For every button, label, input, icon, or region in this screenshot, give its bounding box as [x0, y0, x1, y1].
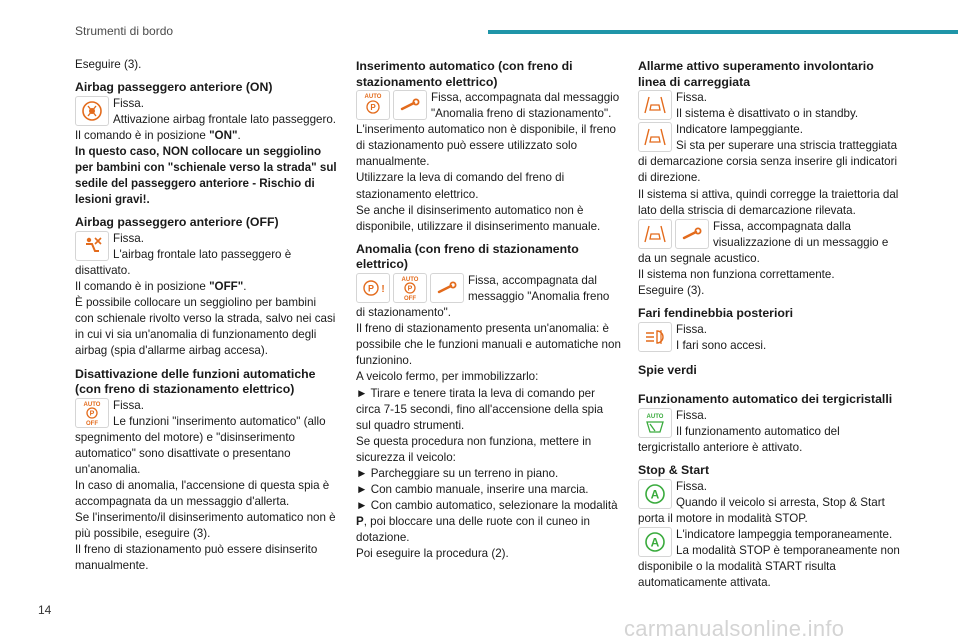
header-accent-bar [488, 30, 958, 34]
text: Il sistema si attiva, quindi corregge la traiettoria dal lato della striscia di demarcazione rilevata. [638, 187, 899, 217]
stop-start-icon [638, 527, 672, 557]
parking-auto-icon [356, 90, 390, 120]
icon-group [638, 408, 672, 438]
text-bold: P [356, 515, 364, 529]
warning-text: In questo caso, NON collocare un seggiolino per bambini con "schienale verso la strada" sul sedile del passeggero anteriore - Rischio di lesioni gravi!. [75, 144, 337, 207]
wrench-icon [393, 90, 427, 120]
icon-group [356, 90, 427, 120]
text: Il sistema è disattivato o in standby. [676, 107, 859, 121]
column-3 [638, 57, 900, 591]
text: Il sistema non funziona correttamente. [638, 268, 835, 282]
icon-label: AUTO [83, 401, 101, 408]
text: Fissa. [113, 398, 144, 412]
text [75, 279, 337, 295]
section-title-airbag-off: Airbag passeggero anteriore (OFF) [75, 215, 279, 230]
section-title-auto-functions: Disattivazione delle funzioni automatiche (con freno di stazionamento elettrico) [75, 366, 316, 396]
text: Fissa. [676, 408, 707, 422]
text: , poi bloccare una delle ruote con il cuneo in dotazione. [356, 515, 590, 545]
icon-label: AUTO [401, 276, 419, 283]
text: Le funzioni "inserimento automatico" (allo spegnimento del motore) e "disinserimento automatico" sono disattivate o presentano un'anomalia. [75, 414, 326, 476]
icon-group [638, 122, 672, 152]
text: Fissa, accompagnata dal messaggio "Anomalia freno di stazionamento". [431, 91, 620, 121]
text: Quando il veicolo si arresta, Stop & Start porta il motore in modalità STOP. [638, 495, 885, 525]
airbag-off-icon [75, 231, 109, 261]
parking-brake-fault-icon [356, 273, 390, 303]
text: L'airbag frontale lato passeggero è disattivato. [75, 247, 292, 277]
section-title-rear-fog: Fari fendinebbia posteriori [638, 306, 794, 321]
lane-departure-icon [638, 90, 672, 120]
watermark: carmanualsonline.info [624, 616, 845, 641]
section-title-airbag-on: Airbag passeggero anteriore (ON) [75, 80, 273, 95]
icon-group [356, 273, 464, 303]
text-bold: "OFF" [209, 280, 244, 294]
stop-start-icon [638, 479, 672, 509]
section-title-anomaly: Anomalia (con freno di stazionamento elettrico) [356, 241, 579, 272]
text: Se questa procedura non funziona, mettere in sicurezza il veicolo: [356, 434, 592, 464]
text: Fissa, accompagnata dalla visualizzazione di un messaggio e da un segnale acustico. [638, 219, 889, 265]
lane-departure-icon [638, 122, 672, 152]
text: Fissa. [113, 96, 144, 110]
text: . [237, 128, 241, 142]
svg-text:P: P [370, 103, 376, 112]
svg-text:!: ! [381, 283, 385, 295]
icon-label: OFF [404, 295, 416, 301]
text: L'indicatore lampeggia temporaneamente. [676, 527, 893, 541]
section-title-auto-engage: Inserimento automatico (con freno di stazionamento elettrico) [356, 59, 573, 89]
text: Se anche il disinserimento automatico non è disponibile, utilizzare il disinserimento manuale. [356, 203, 601, 233]
text: È possibile collocare un seggiolino per bambini con schienale rivolto verso la strada, salvo nei casi in cui vi sia un'anomalia di funzionamento degli airbag (spia d'allarme airbag accesa). [75, 296, 336, 358]
text: ► Con cambio automatico, selezionare la modalità [356, 499, 618, 513]
rear-fog-light-icon [638, 322, 672, 352]
text: In caso di anomalia, l'accensione di questa spia è accompagnata da un messaggio d'allerta. [75, 478, 330, 509]
bullet-item: ► Con cambio manuale, inserire una marcia. [356, 483, 589, 497]
svg-text:P: P [367, 283, 375, 294]
icon-group [638, 527, 672, 557]
intro-text: Eseguire (3). [75, 58, 142, 71]
icon-group [75, 231, 109, 261]
icon-label: AUTO [364, 94, 382, 100]
wrench-icon [675, 219, 709, 249]
text [75, 128, 337, 144]
text: Fissa. [676, 91, 707, 104]
airbag-on-icon [75, 96, 109, 126]
icon-group [638, 219, 709, 249]
icon-group [638, 479, 672, 509]
text: A veicolo fermo, per immobilizzarlo: [356, 370, 539, 384]
bullet-item: ► Tirare e tenere tirata la leva di comando per circa 7-15 secondi, fino all'accensione della spia sul quadro strumenti. [356, 386, 604, 432]
text: L'inserimento automatico non è disponibile, il freno di stazionamento può essere utilizzato solo manualmente. [356, 123, 617, 169]
text: Se l'inserimento/il disinserimento automatico non è più possibile, eseguire (3). [75, 511, 336, 541]
parking-auto-off-icon [393, 273, 427, 303]
icon-group [638, 90, 672, 120]
icon-group [638, 322, 672, 352]
bullet-item [356, 498, 621, 546]
text: Il comando è in posizione [75, 128, 210, 142]
text: Attivazione airbag frontale lato passeggero. [113, 112, 336, 126]
text: Il freno di stazionamento può essere disinserito manualmente. [75, 543, 318, 573]
icon-group [75, 96, 109, 126]
svg-text:A: A [650, 487, 660, 502]
text: I fari sono accesi. [676, 338, 767, 352]
header-title: Strumenti di bordo [75, 24, 174, 38]
section-title-auto-wipers: Funzionamento automatico dei tergicristalli [638, 392, 893, 407]
svg-text:P: P [407, 285, 413, 293]
column-1 [75, 57, 337, 575]
text: . [243, 280, 247, 294]
text: Il funzionamento automatico del tergicristallo anteriore è attivato. [638, 425, 840, 455]
parking-auto-off-icon [75, 398, 109, 428]
spacer [638, 378, 900, 385]
wrench-icon [430, 273, 464, 303]
text: Fissa. [676, 479, 707, 493]
text-bold: "ON" [209, 128, 238, 142]
text: Eseguire (3). [638, 284, 705, 298]
icon-group [75, 398, 109, 428]
text: Fissa. [676, 322, 707, 336]
text: Poi eseguire la procedura (2). [356, 547, 509, 561]
text: Fissa. [113, 231, 144, 245]
text: Indicatore lampeggiante. [676, 123, 803, 137]
auto-wiper-icon [638, 408, 672, 438]
text: Il comando è in posizione [75, 280, 210, 294]
section-title-stop-start: Stop & Start [638, 463, 710, 478]
icon-label: OFF [86, 420, 98, 426]
lane-departure-icon [638, 219, 672, 249]
bullet-item: ► Parcheggiare su un terreno in piano. [356, 466, 559, 480]
page-number: 14 [38, 603, 52, 617]
section-title-green-lights: Spie verdi [638, 362, 697, 377]
column-2 [356, 57, 621, 563]
text: Utilizzare la leva di comando del freno di stazionamento elettrico. [356, 171, 565, 201]
text: Fissa, accompagnata dal messaggio "Anomalia freno di stazionamento". [356, 273, 610, 320]
section-title-lane-departure: Allarme attivo superamento involontario linea di carreggiata [638, 59, 874, 89]
text: La modalità STOP è temporaneamente non disponibile o la modalità START risulta automaticamente attivata. [638, 544, 900, 590]
text: Il freno di stazionamento presenta un'anomalia: è possibile che le funzioni manuali e automatiche non funzionino. [356, 322, 621, 368]
svg-text:A: A [650, 535, 660, 550]
text: Si sta per superare una striscia tratteggiata di demarcazione corsia senza inserire gli indicatori di direzione. [638, 139, 898, 185]
icon-label: AUTO [646, 413, 664, 420]
svg-text:P: P [89, 410, 95, 417]
